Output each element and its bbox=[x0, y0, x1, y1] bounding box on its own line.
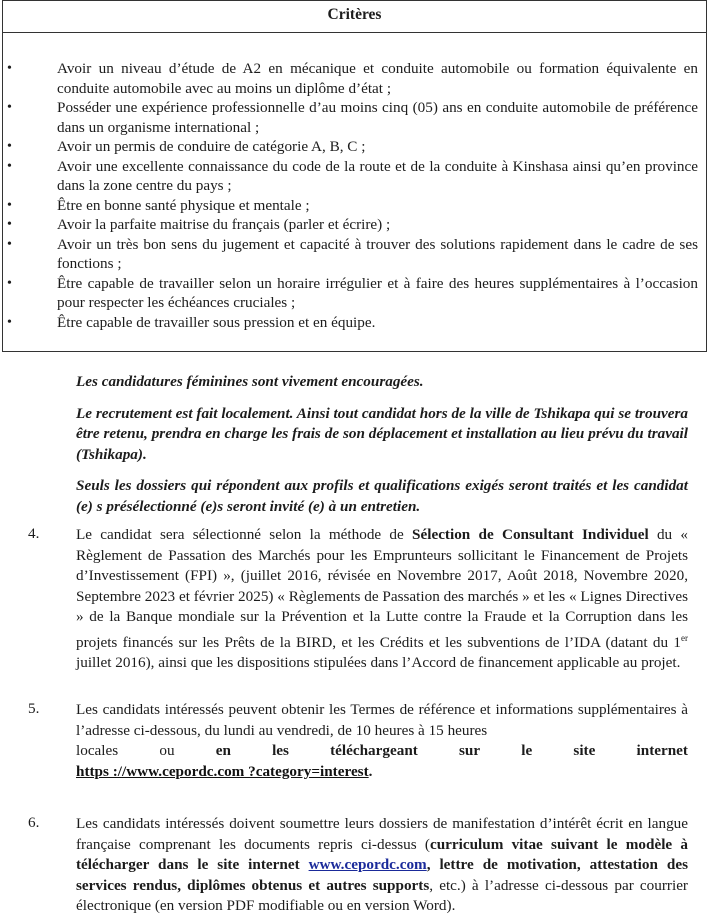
section-body bbox=[76, 700, 688, 782]
text: Les candidats intéressés peuvent obtenir les Termes de référence et informations supplémentaires à l’adresse ci-dessous, du lundi au vendredi, de 10 heures à 15 heures bbox=[76, 701, 688, 739]
bullet-icon: • bbox=[7, 217, 12, 232]
section-number: 6. bbox=[28, 814, 40, 831]
section-6 bbox=[28, 814, 688, 917]
section-5 bbox=[28, 700, 688, 782]
bullet-icon: • bbox=[7, 139, 12, 154]
text: . bbox=[368, 762, 373, 780]
word: internet bbox=[636, 742, 688, 759]
bullet-icon: • bbox=[7, 197, 12, 213]
word: site bbox=[573, 742, 596, 759]
notes-section bbox=[76, 372, 688, 528]
word: sur bbox=[459, 742, 481, 759]
criteria-text: Être en bonne santé physique et mentale ; bbox=[57, 196, 310, 214]
word: les bbox=[272, 742, 289, 759]
list-item bbox=[7, 313, 698, 333]
bullet-icon: • bbox=[7, 275, 12, 291]
list-item bbox=[7, 235, 698, 274]
bullet-icon: • bbox=[7, 236, 12, 252]
word: ou bbox=[159, 742, 175, 759]
text: , etc.) à l’adresse ci-dessous par courrier électronique (en version PDF modifiable ou en version Word). bbox=[76, 876, 688, 914]
criteria-list bbox=[3, 33, 706, 332]
section-body bbox=[76, 525, 688, 674]
text: , lettre de motivation, attestation des services rendus, diplômes obtenus et autres supports bbox=[76, 856, 688, 894]
criteria-text: Être capable de travailler selon un horaire irrégulier et à faire des heures supplémentaires à l’occasion pour respecter les échéances cruciales ; bbox=[57, 274, 698, 311]
justified-line bbox=[76, 741, 688, 762]
section-4 bbox=[28, 525, 688, 674]
text: curriculum vitae suivant le modèle à télécharger dans le site internet bbox=[76, 835, 688, 873]
selection-method: Sélection de Consultant Individuel bbox=[412, 526, 649, 543]
section-number: 4. bbox=[28, 525, 40, 542]
note-shortlist: Seuls les dossiers qui répondent aux profils et qualifications exigés seront traités et les candidat (e) s présélectionné (e)s seront invité (e) à un entretien. bbox=[76, 477, 688, 515]
text: Les candidats intéressés doivent soumettre leurs dossiers de manifestation d’intérêt écrit en langue française comprenant les documents repris ci-dessus ( bbox=[76, 815, 688, 853]
section-number: 5. bbox=[28, 700, 40, 717]
word: téléchargeant bbox=[330, 742, 418, 759]
list-item bbox=[7, 157, 698, 196]
list-item bbox=[7, 59, 698, 98]
superscript: er bbox=[681, 632, 688, 643]
text: juillet 2016), ainsi que les dispositions stipulées dans l’Accord de financement applicable au projet. bbox=[76, 654, 681, 672]
website-link[interactable]: www.cepordc.com bbox=[308, 856, 427, 873]
criteria-text: Avoir un niveau d’étude de A2 en mécanique et conduite automobile ou formation équivalente en conduite automobile avec au moins un diplôme d’état ; bbox=[57, 60, 698, 97]
list-item bbox=[7, 137, 698, 157]
note-female-candidates: Les candidatures féminines sont vivement encouragées. bbox=[76, 373, 424, 390]
criteria-header: Critères bbox=[3, 1, 706, 33]
list-item bbox=[7, 274, 698, 313]
section-body bbox=[76, 814, 688, 917]
criteria-text: Être capable de travailler sous pression et en équipe. bbox=[57, 313, 376, 331]
word: le bbox=[521, 742, 533, 759]
criteria-text: Avoir la parfaite maitrise du français (parler et écrire) ; bbox=[57, 216, 391, 233]
bullet-icon: • bbox=[7, 158, 12, 174]
note-local-recruitment: Le recrutement est fait localement. Ainsi tout candidat hors de la ville de Tshikapa qui se trouvera être retenu, prendra en charge les frais de son déplacement et installation au lieu prévu du travail (Tshikapa). bbox=[76, 404, 688, 463]
word: en bbox=[215, 742, 231, 759]
criteria-text: Avoir un permis de conduire de catégorie A, B, C ; bbox=[57, 138, 366, 155]
text: Le candidat sera sélectionné selon la méthode de bbox=[76, 526, 413, 543]
criteria-box bbox=[2, 0, 707, 352]
list-item bbox=[7, 98, 698, 137]
bullet-icon: • bbox=[7, 100, 12, 115]
criteria-text: Avoir une excellente connaissance du code de la route et de la conduite à Kinshasa ainsi qu’en province dans la zone centre du pays ; bbox=[57, 157, 698, 194]
word: locales bbox=[76, 742, 119, 759]
bullet-icon: • bbox=[7, 61, 12, 76]
interest-link[interactable]: https ://www.cepordc.com ?category=interest bbox=[76, 762, 369, 780]
text: du « Règlement de Passation des Marchés pour les Emprunteurs sollicitant le Financement de Projets d’Investissement (FPI) », (juillet 2016, révisée en Novembre 2017, Août 2018, Novembre 2020, Septembre 2023 et février 2025) « Règlements de Passation des marchés » et les « Lignes Directives » de la Banque mondiale sur la Prévention et la Lutte contre la Fraude et la Corruption dans les projets financés sur les Prêts de la BIRD, et les Crédits et les subventions de l’IDA (datant du 1 bbox=[76, 526, 689, 651]
list-item bbox=[7, 215, 698, 235]
bullet-icon: • bbox=[7, 314, 12, 330]
list-item bbox=[7, 196, 698, 216]
criteria-text: Avoir un très bon sens du jugement et capacité à trouver des solutions rapidement dans le cadre de ses fonctions ; bbox=[57, 235, 698, 272]
criteria-text: Posséder une expérience professionnelle d’au moins cinq (05) ans en conduite automobile de préférence dans un organisme international ; bbox=[57, 99, 698, 136]
